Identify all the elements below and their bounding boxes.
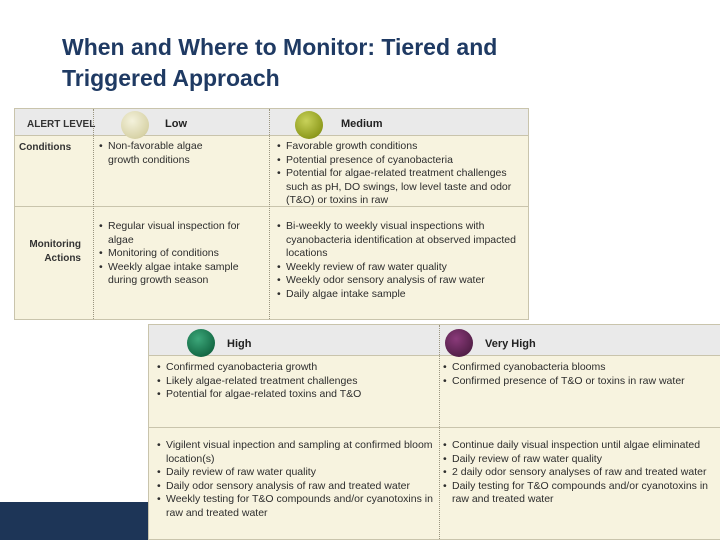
list-item: • Bi-weekly to weekly visual inspections with cyanobacteria identification at observed impacted locations (277, 220, 525, 261)
column-divider (439, 325, 440, 539)
list-item: • Likely algae-related treatment challenges (157, 375, 427, 389)
very-high-level-name: Very High (485, 338, 536, 350)
high-actions-cell (157, 439, 433, 520)
monitoring-label-line-1: Monitoring (29, 239, 81, 250)
medium-conditions-cell (277, 140, 525, 208)
list-item: • Vigilent visual inpection and sampling at confirmed bloom location(s) (157, 439, 433, 466)
high-level-name: High (227, 338, 252, 350)
list-item: • Confirmed cyanobacteria growth (157, 361, 427, 375)
slide-title (62, 32, 662, 94)
high-level-indicator-icon (187, 329, 215, 357)
list-item: • Daily review of raw water quality (157, 466, 433, 480)
list-item: • Potential presence of cyanobacteria (277, 154, 525, 168)
conditions-row-label: Conditions (19, 142, 72, 153)
list-item: • Daily review of raw water quality (443, 453, 717, 467)
column-divider (93, 109, 94, 319)
list-item: • Confirmed presence of T&O or toxins in raw water (443, 375, 717, 389)
monitoring-label-line-2: Actions (44, 252, 81, 264)
list-item: • Favorable growth conditions (277, 140, 525, 154)
row-divider (149, 427, 720, 428)
list-item: • Weekly algae intake sample during growth season (99, 261, 259, 288)
alert-table-high-veryhigh (148, 324, 720, 540)
list-item: • Weekly testing for T&O compounds and/or cyanotoxins in raw and treated water (157, 493, 433, 520)
high-conditions-cell (157, 361, 427, 402)
very-high-level-indicator-icon (445, 329, 473, 357)
list-item: • Weekly review of raw water quality (277, 261, 525, 275)
list-item: • Daily testing for T&O compounds and/or cyanotoxins in raw and treated water (443, 480, 717, 507)
list-item: • Confirmed cyanobacteria blooms (443, 361, 717, 375)
list-item: • Daily algae intake sample (277, 288, 525, 302)
alert-table-low-medium (14, 108, 529, 320)
medium-level-name: Medium (341, 118, 383, 130)
monitoring-actions-row-label (15, 238, 81, 265)
list-item: • Daily odor sensory analysis of raw and treated water (157, 480, 433, 494)
list-item: • Continue daily visual inspection until algae eliminated (443, 439, 717, 453)
column-divider (269, 109, 270, 319)
medium-level-indicator-icon (295, 111, 323, 139)
low-level-indicator-icon (121, 111, 149, 139)
list-item: • Monitoring of conditions (99, 247, 259, 261)
alert-level-label: ALERT LEVEL (27, 119, 96, 130)
very-high-conditions-cell (443, 361, 717, 388)
very-high-actions-cell (443, 439, 717, 507)
medium-actions-cell (277, 220, 525, 301)
low-actions-cell (99, 220, 259, 288)
list-item: • Potential for algae-related treatment challenges such as pH, DO swings, low level taste and odor (T&O) or toxins in raw (277, 167, 525, 208)
list-item: • 2 daily odor sensory analyses of raw and treated water (443, 466, 717, 480)
list-item: • Weekly odor sensory analysis of raw water (277, 274, 525, 288)
low-level-name: Low (165, 118, 187, 130)
slide-title-line-2: Triggered Approach (62, 65, 280, 91)
list-item: • Non-favorable algae growth conditions (99, 140, 217, 167)
list-item: • Potential for algae-related toxins and T&O (157, 388, 427, 402)
list-item: • Regular visual inspection for algae (99, 220, 259, 247)
low-conditions-cell (99, 140, 217, 167)
slide-title-line-1: When and Where to Monitor: Tiered and (62, 34, 498, 60)
